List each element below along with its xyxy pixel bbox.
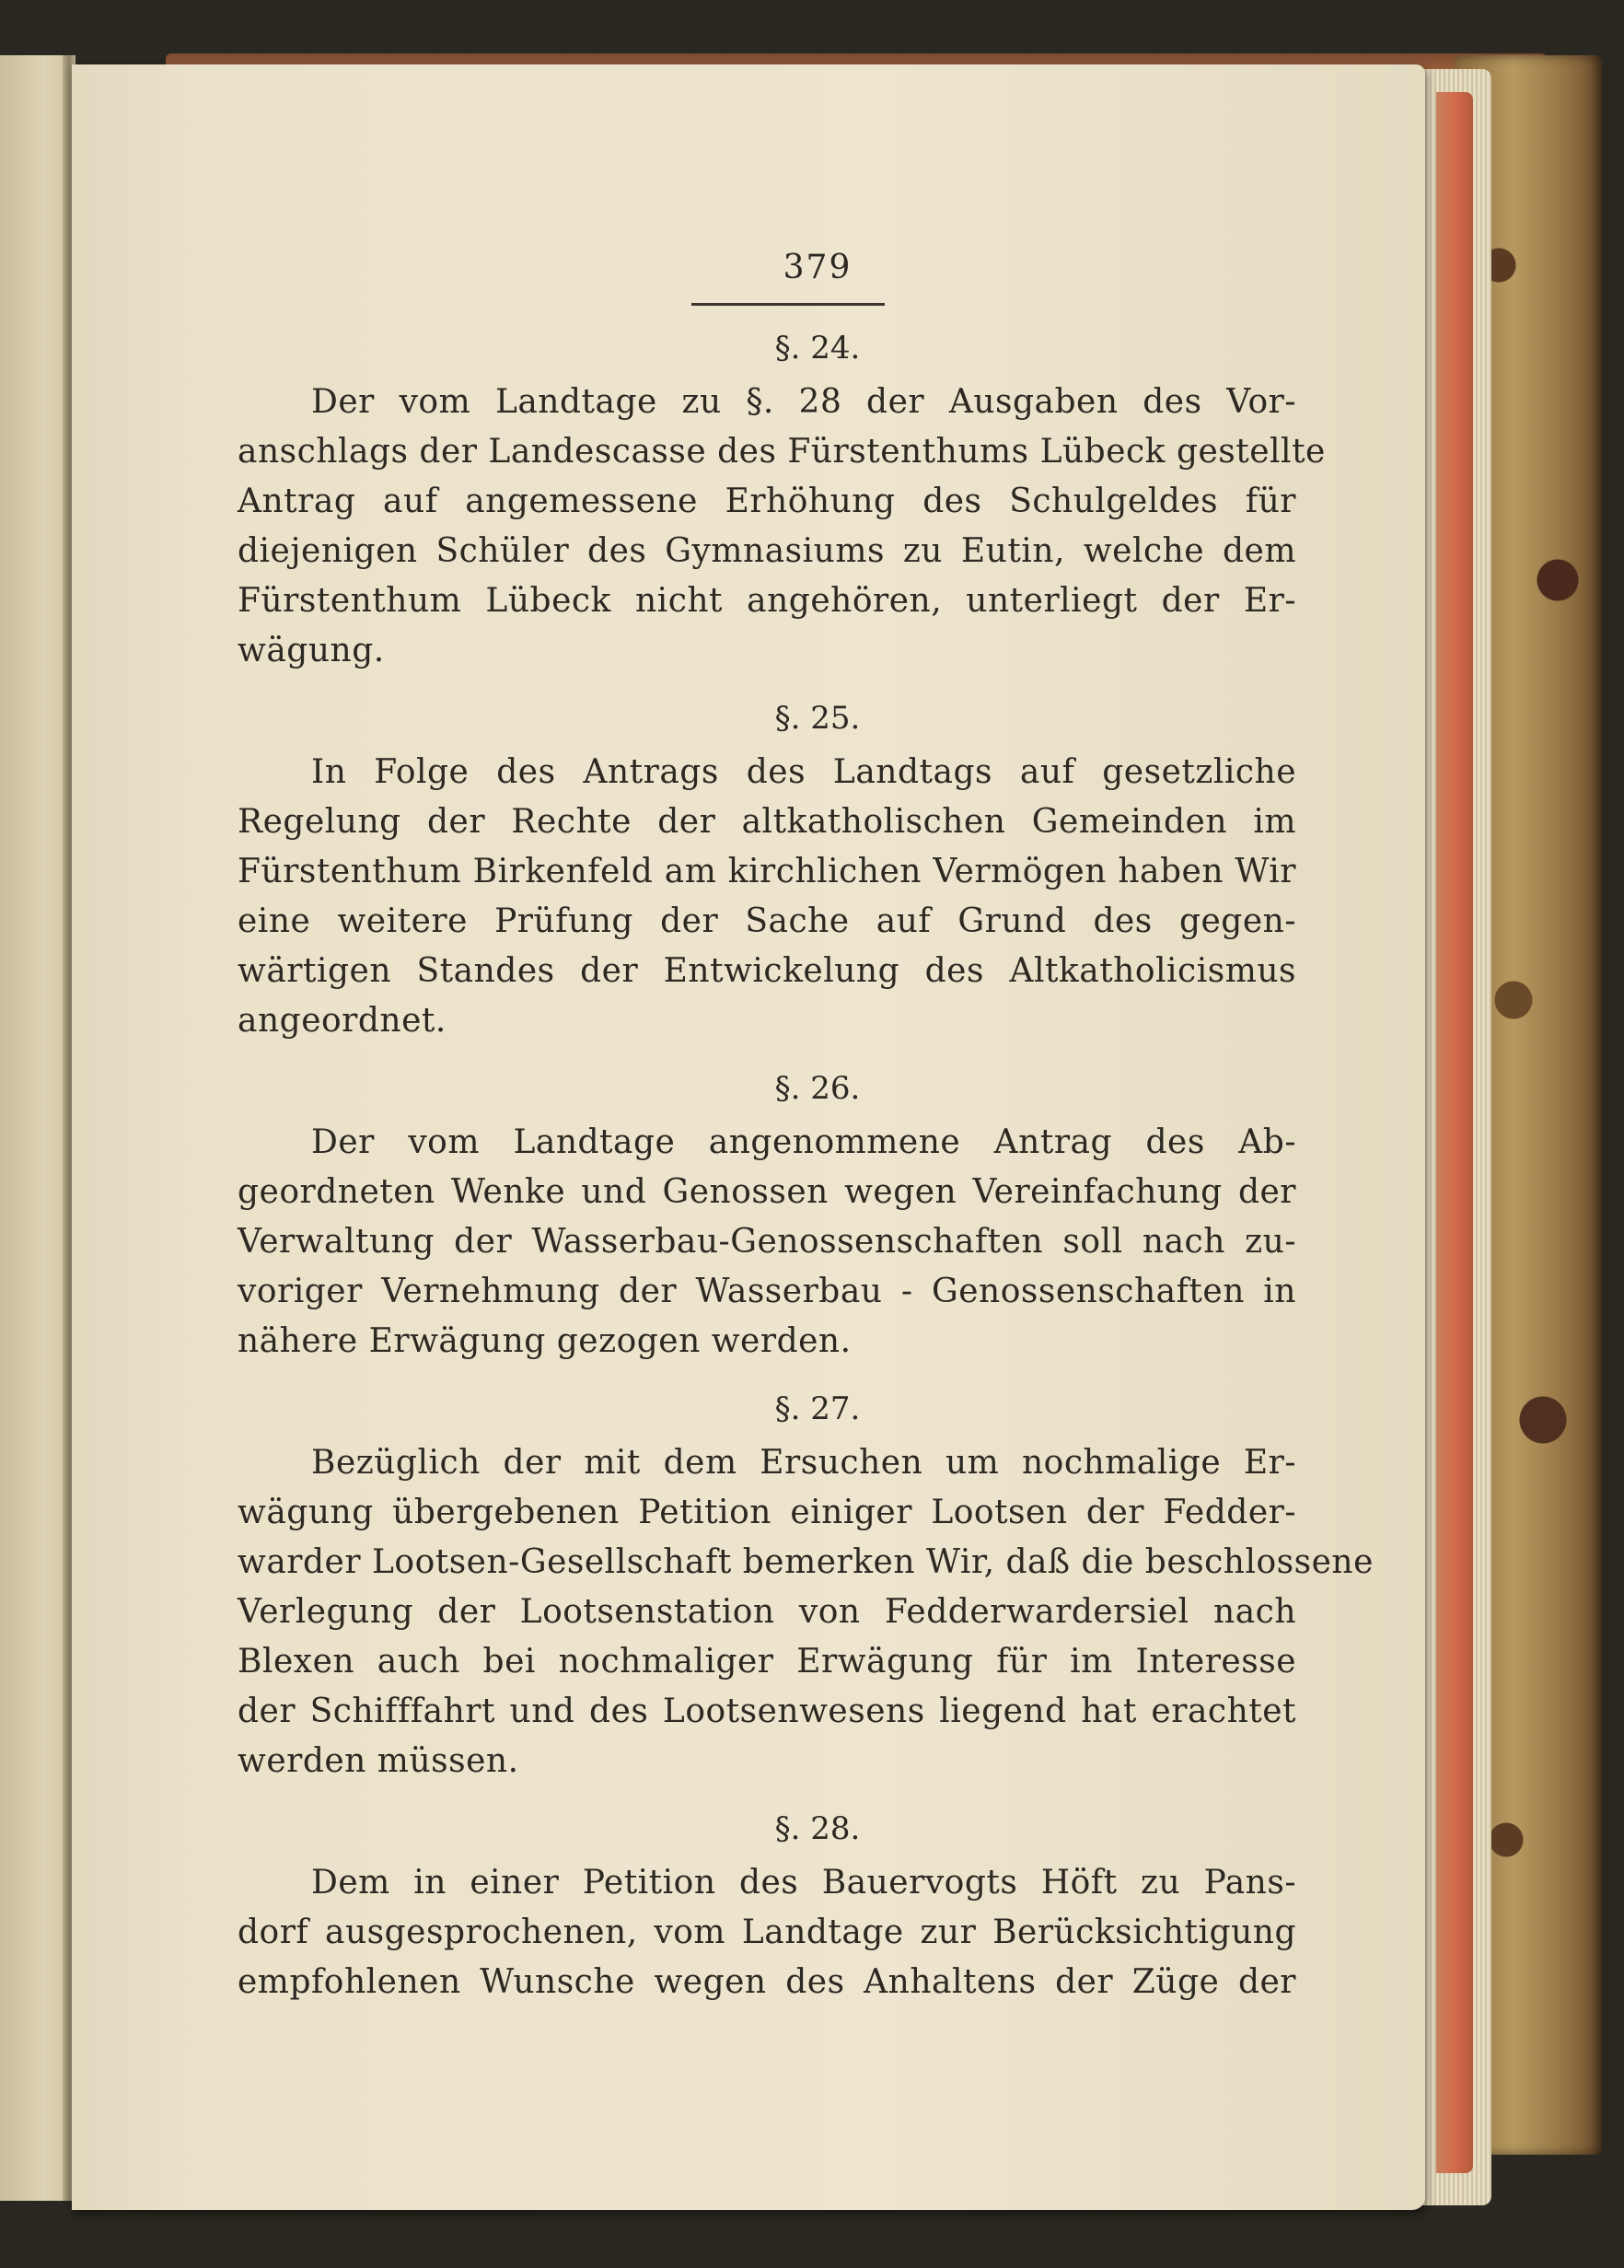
red-page-edge xyxy=(1436,92,1473,2173)
section xyxy=(238,1390,1374,1786)
section-title: §. 25. xyxy=(774,700,861,737)
section-body xyxy=(238,378,1326,676)
text-line: Blexen auch bei nochmaliger Erwägung für im Interesse xyxy=(238,1643,1296,1681)
section-title: §. 24. xyxy=(774,330,861,366)
section-body xyxy=(238,1118,1296,1367)
text-line: der Schifffahrt und des Lootsenwesens liegend hat erachtet xyxy=(238,1692,1296,1730)
text-line: Der vom Landtage zu §. 28 der Ausgaben des Vor- xyxy=(311,383,1296,421)
text-line: Antrag auf angemessene Erhöhung des Schulgeldes für xyxy=(238,483,1296,520)
right-page xyxy=(72,64,1425,2210)
section xyxy=(238,700,1296,1046)
text-line: wärtigen Standes der Entwickelung des Altkatholicismus xyxy=(238,952,1296,990)
text-line: dorf ausgesprochenen, vom Landtage zur Berücksichtigung xyxy=(238,1913,1296,1951)
text-line: Verwaltung der Wasserbau-Genossenschaften soll nach zu- xyxy=(238,1223,1296,1261)
text-line: diejenigen Schüler des Gymnasiums zu Eutin, welche dem xyxy=(238,532,1296,570)
text-line: anschlags der Landescasse des Fürstenthums Lübeck gestellte xyxy=(238,433,1326,471)
text-line: nähere Erwägung gezogen werden. xyxy=(238,1322,852,1360)
text-line: Regelung der Rechte der altkatholischen Gemeinden im xyxy=(238,803,1296,841)
text-line: Der vom Landtage angenommene Antrag des Ab- xyxy=(311,1123,1296,1161)
text-line: angeordnet. xyxy=(238,1002,447,1040)
section-title: §. 26. xyxy=(774,1070,861,1107)
text-line: In Folge des Antrags des Landtags auf gesetzliche xyxy=(311,753,1296,791)
text-line: Bezüglich der mit dem Ersuchen um nochmalige Er- xyxy=(311,1444,1296,1482)
section-body xyxy=(238,1858,1296,2007)
text-line: wägung. xyxy=(238,632,385,669)
page-number: 379 xyxy=(783,249,853,286)
section xyxy=(238,1070,1296,1367)
sections xyxy=(238,330,1374,2007)
text-line: empfohlenen Wunsche wegen des Anhaltens der Züge der xyxy=(238,1963,1296,2001)
page-number-rule xyxy=(691,303,885,306)
text-line: Verlegung der Lootsenstation von Fedderwardersiel nach xyxy=(238,1593,1296,1631)
text-line: Fürstenthum Lübeck nicht angehören, unterliegt der Er- xyxy=(238,582,1296,620)
section-title: §. 27. xyxy=(774,1390,861,1427)
section-body xyxy=(238,1438,1374,1786)
text-line: werden müssen. xyxy=(238,1742,519,1780)
section xyxy=(238,330,1326,676)
page-content xyxy=(238,249,1374,2007)
text-line: geordneten Wenke und Genossen wegen Vereinfachung der xyxy=(238,1173,1296,1211)
text-line: eine weitere Prüfung der Sache auf Grund des gegen- xyxy=(238,902,1296,940)
text-line: warder Lootsen-Gesellschaft bemerken Wir, daß die beschlossene xyxy=(238,1543,1374,1581)
text-line: Dem in einer Petition des Bauervogts Höft zu Pans- xyxy=(311,1864,1296,1902)
text-line: wägung übergebenen Petition einiger Lootsen der Fedder- xyxy=(238,1494,1296,1531)
text-line: voriger Vernehmung der Wasserbau - Genossenschaften in xyxy=(238,1273,1296,1310)
text-line: Fürstenthum Birkenfeld am kirchlichen Vermögen haben Wir xyxy=(238,853,1296,890)
section xyxy=(238,1810,1296,2007)
section-title: §. 28. xyxy=(774,1810,861,1847)
section-body xyxy=(238,748,1296,1046)
